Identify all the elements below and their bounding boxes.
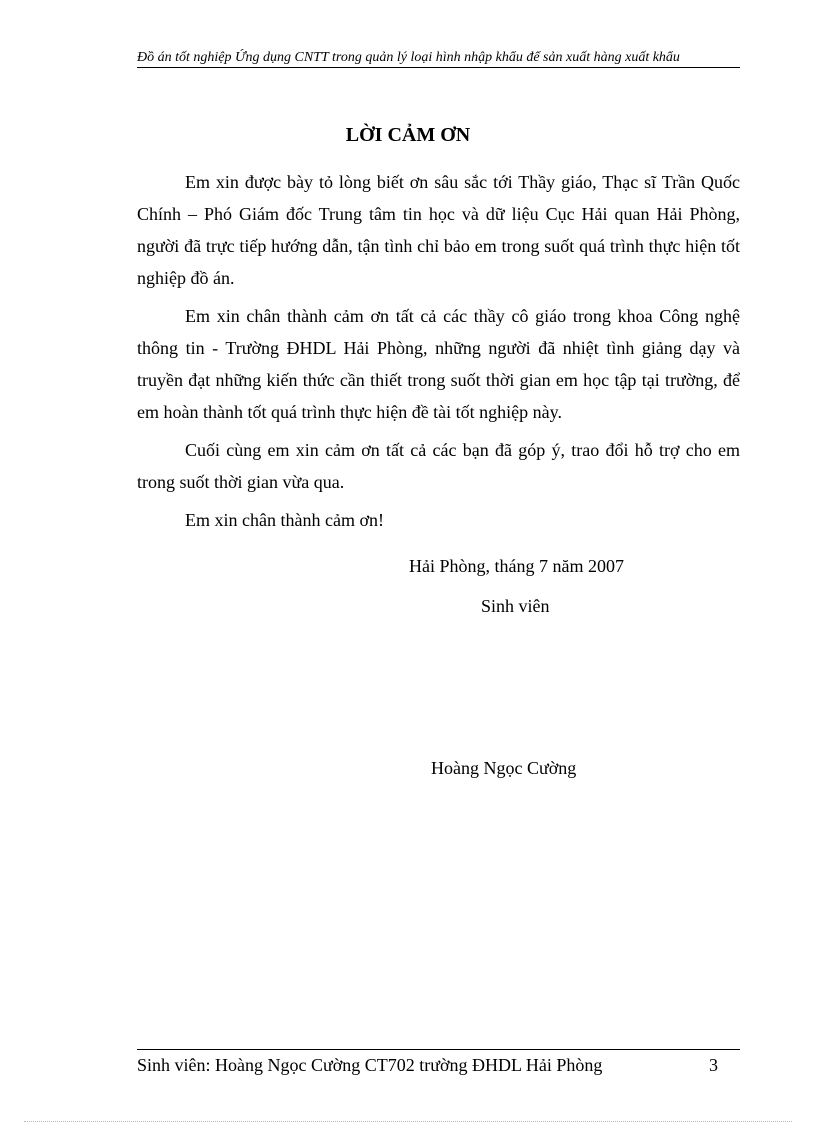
paragraph-2: Em xin chân thành cảm ơn tất cả các thầy cô giáo trong khoa Công nghệ thông tin - Trường ĐHDL Hải Phòng, những người đã nhiệt tình giảng dạy và truyền đạt những kiến thức cần thiết trong suốt thời gian em học tập tại trường, để em hoàn thành tốt quá trình thực hiện đề tài tốt nghiệp này. [137,306,740,422]
page-edge-divider [24,1121,792,1122]
paragraph-3: Cuối cùng em xin cảm ơn tất cả các bạn đã góp ý, trao đổi hỗ trợ cho em trong suốt thời gian vừa qua. [137,440,740,492]
header-text: Đồ án tốt nghiệp Ứng dụng CNTT trong quản lý loại hình nhập khẩu để sản xuất hàng xuất khẩu [137,50,680,65]
acknowledgement-body [137,166,740,542]
running-header [137,50,740,68]
signature-role: Sinh viên [481,596,550,616]
running-footer [137,1049,740,1076]
signature-place-date: Hải Phòng, tháng 7 năm 2007 [409,556,624,576]
paragraph-4: Em xin chân thành cảm ơn! [185,510,384,530]
paragraph-1: Em xin được bày tỏ lòng biết ơn sâu sắc tới Thầy giáo, Thạc sĩ Trần Quốc Chính – Phó Giám đốc Trung tâm tin học và dữ liệu Cục Hải quan Hải Phòng, người đã trực tiếp hướng dẫn, tận tình chỉ bảo em trong suốt quá trình thực hiện tốt nghiệp đồ án. [137,172,740,288]
signature-name: Hoàng Ngọc Cường [431,758,577,778]
page-title: LỜI CẢM ƠN [345,124,471,146]
page-number: 3 [709,1055,718,1075]
footer-text: Sinh viên: Hoàng Ngọc Cường CT702 trường ĐHDL Hải Phòng [137,1055,603,1075]
